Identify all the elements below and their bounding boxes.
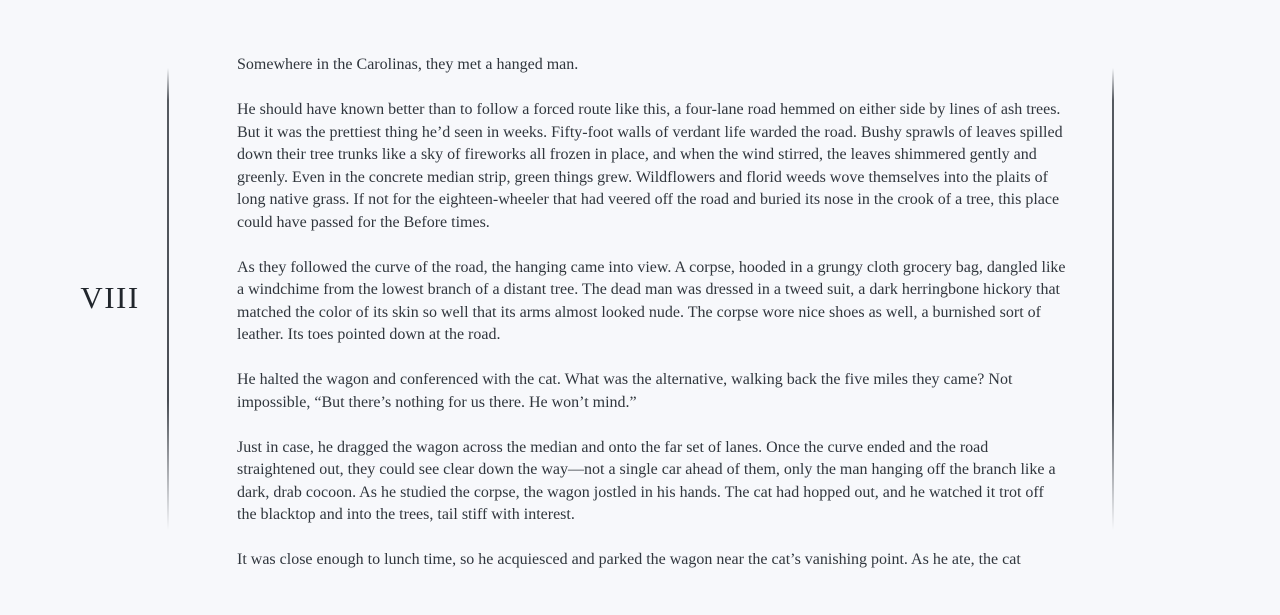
paragraph-5: Just in case, he dragged the wagon across the median and onto the far set of lanes. Once the curve ended and the road straightened out, they could see clear down the way—not a single car ahead of them, only the man hanging off the branch like a dark, drab cocoon. As he studied the corpse, the wagon jostled in his hands. The cat had hopped out, and he watched it trot off the blacktop and into the trees, tail stiff with interest. <box>237 438 1056 523</box>
paragraph-2: He should have known better than to follow a forced route like this, a four-lane road hemmed on either side by lines of ash trees. But it was the prettiest thing he’d seen in weeks. Fifty-foot walls of verdant life warded the road. Bushy sprawls of leaves spilled down their tree trunks like a sky of fireworks all frozen in place, and when the wind stirred, the leaves shimmered gently and greenly. Even in the concrete median strip, green things grew. Wildflowers and florid weeds wove themselves into the plaits of long native grass. If not for the eighteen-wheeler that had veered off the road and buried its nose in the crook of a tree, this place could have passed for the Before times. <box>237 101 1063 231</box>
paragraph-1: Somewhere in the Carolinas, they met a hanged man. <box>237 56 579 73</box>
paragraph-6: It was close enough to lunch time, so he acquiesced and parked the wagon near the cat’s vanishing point. As he ate, the cat <box>237 551 1021 568</box>
paragraph-3: As they followed the curve of the road, the hanging came into view. A corpse, hooded in a grungy cloth grocery bag, dangled like a windchime from the lowest branch of a distant tree. The dead man was dressed in a tweed suit, a dark herringbone hickory that matched the color of its skin so well that its arms almost looked nude. The corpse wore nice shoes as well, a burnished sort of leather. Its toes pointed down at the road. <box>237 258 1066 343</box>
page-edge-line-right <box>1112 68 1114 530</box>
reading-column <box>237 54 1067 594</box>
paragraph-4: He halted the wagon and conferenced with the cat. What was the alternative, walking back the five miles they came? Not impossible, “But there’s nothing for us there. He won’t mind.” <box>237 371 1013 411</box>
chapter-number: VIII <box>80 280 140 315</box>
